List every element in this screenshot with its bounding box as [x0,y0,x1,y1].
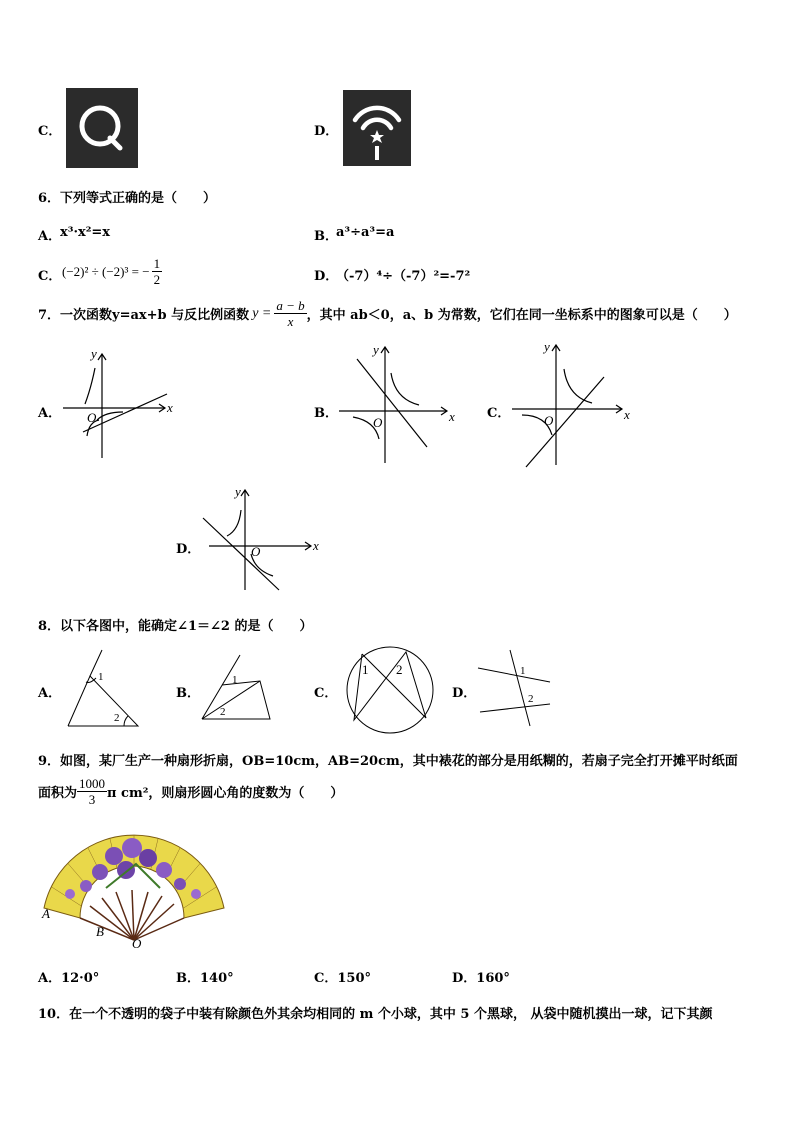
q7-stem [38,298,737,329]
q8-figure-c [346,646,438,738]
q8-d-angle-2: 2 [528,693,534,705]
q8-c-angle-2: 2 [396,662,403,677]
q7-stem-pre: 7．一次函数y=ax+b 与反比例函数 [38,308,250,323]
fan-label-o: O [132,936,142,951]
q9-line2-post: π cm²，则扇形圆心角的度数为（ ） [107,786,344,801]
q7-fraction [274,298,306,329]
q6-option-a-letter: A． [38,229,62,244]
q8-b-angle-2: 2 [220,706,226,718]
q8-option-d-letter: D． [452,686,477,701]
q6-option-d-text: （-7）⁴÷（-7）²=-7² [336,269,471,284]
fan-label-b: B [96,924,104,939]
q6-option-b-text: a³÷a³=a [336,225,395,240]
q7-d-origin: O [251,544,261,559]
q5-option-d-letter: D． [314,124,339,139]
signal-icon [343,90,411,166]
q7-b-origin: O [373,415,383,430]
q-ring-icon [66,88,138,168]
q7-stem-y: y = [252,305,272,321]
q7-stem-post: ，其中 ab＜0，a、b 为常数，它们在同一坐标系中的图象可以是（ ） [306,308,737,323]
q7-option-c-letter: C． [487,406,511,421]
q8-c-angle-1: 1 [362,662,369,677]
q9-option-b [176,967,234,986]
q9-fraction [77,776,107,807]
q9-option-d-value: 160° [476,971,510,986]
q9-frac-num: 1000 [79,776,106,791]
q6-option-c-letter: C． [38,269,62,284]
q9-option-d-letter: D． [452,971,477,986]
q6-option-c-numerator: 1 [153,256,161,271]
q7-d-y-label: y [235,484,241,499]
q6-stem: 6．下列等式正确的是（ ） [38,191,217,206]
q6-option-c-text: (−2)² ÷ (−2)³ = − [62,263,150,279]
q7-c-x-label: x [624,407,630,422]
q6-option-d-letter: D． [314,269,339,284]
q8-figure-d [478,650,558,720]
q9-option-c [314,967,371,986]
q7-a-y-label: y [91,346,97,361]
q7-option-a-letter: A． [38,406,62,421]
q7-graph-c [508,341,638,469]
q8-d-angle-1: 1 [520,665,526,677]
q8-option-c-letter: C． [314,686,338,701]
q7-b-y-label: y [373,342,379,357]
q9-stem-line1: 9．如图，某厂生产一种扇形折扇，OB=10cm，AB=20cm，其中裱花的部分是用纸糊的，若扇子完全打开摊平时纸面 [38,754,738,769]
q7-c-y-label: y [544,339,550,354]
q7-option-b-letter: B． [314,406,338,421]
q9-line2-pre: 面积为 [38,786,78,801]
q9-option-c-letter: C． [314,971,338,986]
q6-option-a-text: x³·x²=x [60,225,111,240]
q7-a-origin: O [87,410,97,425]
q5-option-d-image [343,90,411,166]
q9-frac-den: 3 [88,792,96,807]
q8-stem: 8．以下各图中，能确定∠1＝∠2 的是（ ） [38,619,313,634]
q6-option-b-letter: B． [314,229,338,244]
q8-figure-b [200,655,280,735]
q8-option-a-letter: A． [38,686,62,701]
q7-graph-a [55,348,185,463]
q9-option-d [452,967,510,986]
q8-option-b-letter: B． [176,686,200,701]
q9-option-a-letter: A． [38,971,62,986]
q7-c-origin: O [544,413,554,428]
q8-a-angle-2: 2 [114,712,120,724]
q9-stem-line2 [38,776,343,807]
q7-b-x-label: x [449,409,455,424]
q10-stem: 10．在一个不透明的袋子中装有除颜色外其余均相同的 m 个小球，其中 5 个黑球， 从袋中随机摸出一球，记下其颜 [38,1007,713,1022]
q8-b-angle-1: 1 [232,674,238,686]
fan-label-a: A [42,906,50,921]
q6-option-c-denominator: 2 [153,272,161,287]
q9-option-b-value: 140° [200,971,234,986]
q5-option-c-image [66,88,138,168]
q7-d-x-label: x [313,538,319,553]
q7-frac-den: x [287,314,294,329]
q8-a-angle-1: 1 [98,671,104,683]
q9-option-a-value: 12·0° [61,971,100,986]
q5-option-c-letter: C． [38,124,62,139]
q9-option-b-letter: B． [176,971,200,986]
q7-frac-num: a − b [276,298,305,313]
q7-option-d-letter: D． [176,542,201,557]
q6-option-c-expr [62,256,162,287]
q7-graph-b [335,343,465,468]
folding-fan-illustration [40,822,230,952]
q8-figure-a [66,648,146,728]
q9-option-c-value: 150° [337,971,371,986]
q7-graph-d [195,486,325,596]
q6-option-c-fraction [152,256,163,287]
q7-a-x-label: x [167,400,173,415]
q9-option-a [38,967,99,986]
